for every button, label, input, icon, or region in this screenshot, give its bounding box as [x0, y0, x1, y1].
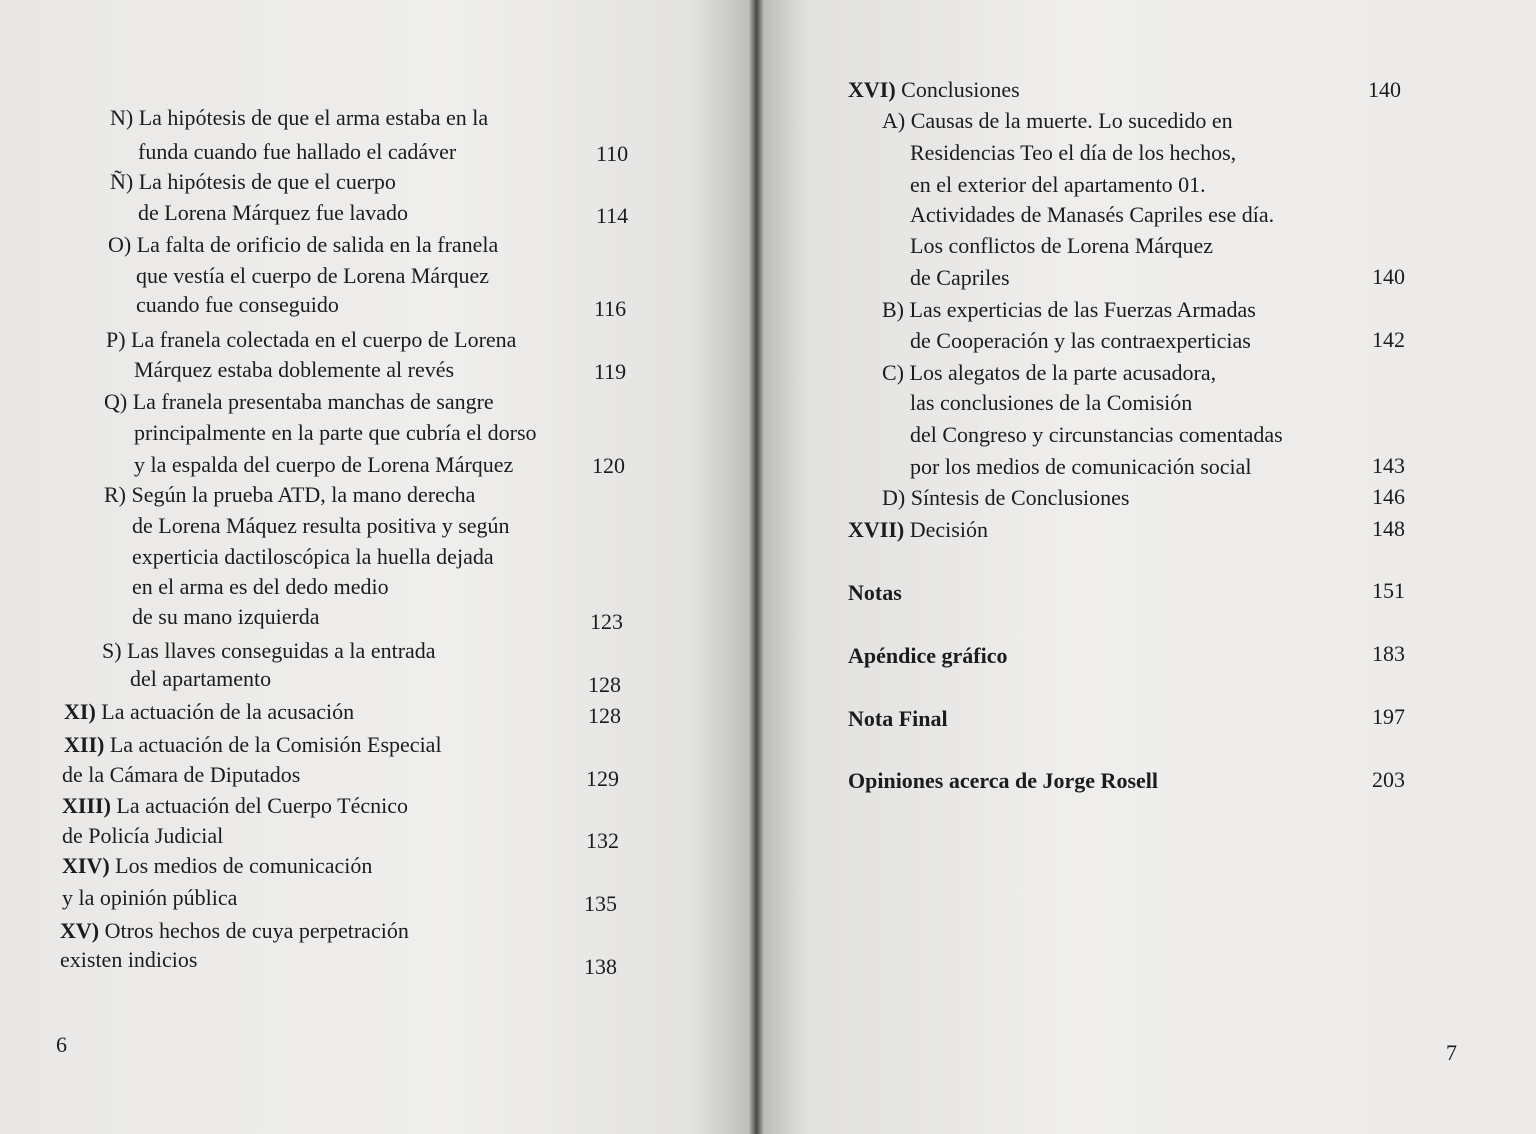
- page-number: 203: [1372, 767, 1405, 792]
- toc-entry-c-cont: las conclusiones de la Comisión: [910, 390, 1193, 415]
- page-number: 132: [586, 828, 619, 853]
- chapter-title: Los medios de comunicación: [115, 853, 373, 878]
- toc-entry-a-cont: Residencias Teo el día de los hechos,: [910, 140, 1237, 165]
- page-number: 128: [588, 672, 621, 697]
- toc-nota-final: Nota Final: [848, 706, 948, 731]
- page-number: 143: [1372, 453, 1405, 478]
- toc-opiniones: Opiniones acerca de Jorge Rosell: [848, 768, 1158, 793]
- page-number: 138: [584, 954, 617, 979]
- toc-entry-r-cont3: en el arma es del dedo medio: [132, 574, 389, 599]
- toc-entry-ntilde: Ñ) La hipótesis de que el cuerpo: [110, 169, 396, 194]
- page-number: 114: [596, 203, 629, 228]
- chapter-numeral: XVII): [848, 517, 905, 542]
- toc-chapter-xiii: [62, 793, 408, 819]
- toc-entry-q: Q) La franela presentaba manchas de sangre: [104, 389, 494, 414]
- page-number: 140: [1368, 77, 1401, 102]
- toc-entry-c: C) Los alegatos de la parte acusadora,: [882, 360, 1217, 385]
- chapter-title: La actuación del Cuerpo Técnico: [116, 793, 408, 818]
- toc-entry-r-cont4: de su mano izquierda: [132, 604, 320, 629]
- toc-chapter-xiii-cont: de Policía Judicial: [62, 823, 224, 848]
- page-number: 119: [594, 359, 627, 384]
- chapter-numeral: XIII): [62, 793, 111, 818]
- toc-entry-o: O) La falta de orificio de salida en la franela: [108, 232, 499, 257]
- toc-chapter-xii-cont: de la Cámara de Diputados: [62, 762, 301, 787]
- chapter-numeral: XV): [60, 918, 100, 943]
- toc-entry-n: N) La hipótesis de que el arma estaba en la: [110, 105, 489, 130]
- page-number: 128: [588, 703, 621, 728]
- toc-chapter-xvii: [848, 517, 988, 543]
- chapter-title: Decisión: [909, 517, 988, 542]
- toc-chapter-xi: [64, 699, 354, 725]
- folio-right: 7: [1446, 1040, 1457, 1065]
- toc-chapter-xv-cont: existen indicios: [60, 947, 198, 972]
- toc-entry-n-cont: funda cuando fue hallado el cadáver: [138, 139, 457, 164]
- page-number: 129: [586, 766, 619, 791]
- toc-entry-c-cont3: por los medios de comunicación social: [910, 454, 1252, 479]
- chapter-numeral: XVI): [848, 77, 896, 102]
- toc-entry-p-cont: Márquez estaba doblemente al revés: [134, 357, 455, 382]
- toc-entry-q-cont2: y la espalda del cuerpo de Lorena Márquez: [134, 452, 514, 477]
- page-number: 151: [1372, 578, 1405, 603]
- toc-entry-c-cont2: del Congreso y circunstancias comentadas: [910, 422, 1283, 447]
- chapter-numeral: XIV): [62, 853, 110, 878]
- toc-entry-a-cont5: de Capriles: [910, 265, 1010, 290]
- toc-entry-a-cont2: en el exterior del apartamento 01.: [910, 172, 1206, 197]
- page-number: 123: [590, 609, 623, 634]
- toc-entry-r: R) Según la prueba ATD, la mano derecha: [104, 482, 476, 507]
- page-number: 135: [584, 891, 617, 916]
- chapter-title: Otros hechos de cuya perpetración: [104, 918, 409, 943]
- page-number: 142: [1372, 327, 1405, 352]
- page-number: 183: [1372, 641, 1405, 666]
- chapter-numeral: XII): [64, 732, 105, 757]
- toc-entry-o-cont2: cuando fue conseguido: [136, 292, 339, 317]
- page-number: 110: [596, 141, 629, 166]
- right-page: [760, 0, 1536, 1134]
- book-spine: [748, 0, 764, 1134]
- toc-entry-a-cont3: Actividades de Manasés Capriles ese día.: [910, 202, 1275, 227]
- folio-left: 6: [56, 1032, 67, 1057]
- page-number: 120: [592, 453, 625, 478]
- page-number: 197: [1372, 704, 1405, 729]
- page-number: 116: [594, 296, 627, 321]
- toc-entry-a-cont4: Los conflictos de Lorena Márquez: [910, 233, 1213, 258]
- toc-entry-a: A) Causas de la muerte. Lo sucedido en: [882, 108, 1233, 133]
- toc-entry-p: P) La franela colectada en el cuerpo de Lorena: [106, 327, 517, 352]
- toc-entry-r-cont2: experticia dactiloscópica la huella dejada: [132, 544, 494, 569]
- toc-entry-b: B) Las experticias de las Fuerzas Armadas: [882, 297, 1256, 322]
- toc-entry-b-cont: de Cooperación y las contraexperticias: [910, 328, 1251, 353]
- toc-entry-r-cont: de Lorena Máquez resulta positiva y según: [132, 513, 510, 538]
- toc-notas: Notas: [848, 580, 902, 605]
- toc-chapter-xvi: [848, 77, 1020, 103]
- toc-entry-ntilde-cont: de Lorena Márquez fue lavado: [138, 200, 408, 225]
- toc-entry-s-cont: del apartamento: [130, 666, 272, 691]
- toc-entry-o-cont: que vestía el cuerpo de Lorena Márquez: [136, 263, 490, 288]
- toc-entry-q-cont: principalmente en la parte que cubría el dorso: [134, 420, 537, 445]
- chapter-title: La actuación de la acusación: [101, 699, 355, 724]
- toc-entry-s: S) Las llaves conseguidas a la entrada: [102, 638, 436, 663]
- chapter-numeral: XI): [64, 699, 96, 724]
- page-number: 146: [1372, 484, 1405, 509]
- chapter-title: La actuación de la Comisión Especial: [109, 732, 442, 757]
- toc-chapter-xiv-cont: y la opinión pública: [62, 885, 238, 910]
- toc-chapter-xii: [64, 732, 442, 758]
- chapter-title: Conclusiones: [901, 77, 1020, 102]
- toc-apendice-grafico: Apéndice gráfico: [848, 643, 1008, 668]
- toc-chapter-xiv: [62, 853, 372, 879]
- page-number: 148: [1372, 516, 1405, 541]
- toc-entry-d: D) Síntesis de Conclusiones: [882, 485, 1130, 510]
- toc-chapter-xv: [60, 918, 409, 944]
- page-number: 140: [1372, 264, 1405, 289]
